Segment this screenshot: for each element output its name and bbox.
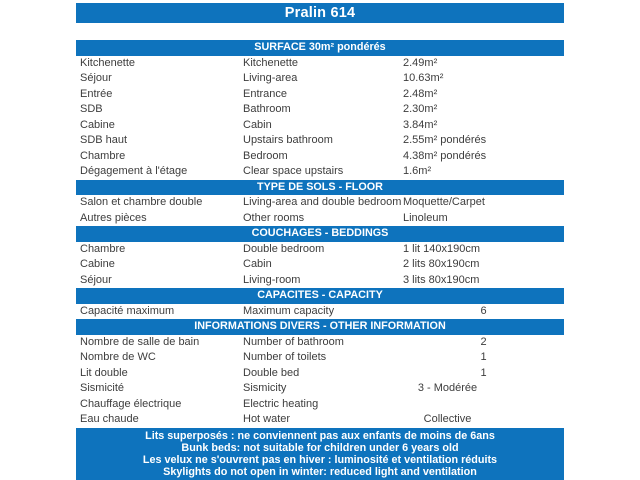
value: 2.55m² pondérés <box>403 134 487 146</box>
value: 1 <box>480 351 487 363</box>
table-row <box>76 133 564 149</box>
label-en: Living-area and double bedroom <box>243 196 402 208</box>
label-fr: Salon et chambre double <box>80 196 203 208</box>
section-rows <box>76 195 564 226</box>
label-fr: Lit double <box>80 366 128 379</box>
label-fr: SDB <box>80 103 103 115</box>
label-fr: Nombre de salle de bain <box>80 335 200 348</box>
label-en: Sismicity <box>243 382 287 394</box>
table-row <box>76 118 564 134</box>
section <box>76 40 564 180</box>
table-row <box>76 56 564 72</box>
label-en: Maximum capacity <box>243 304 335 317</box>
footer-note-line: Les velux ne s'ouvrent pas en hiver : luminosité et ventilation réduits <box>142 454 498 467</box>
section-header: COUCHAGES - BEDDINGS <box>76 226 564 242</box>
document-body <box>76 3 564 480</box>
label-fr: Chambre <box>80 242 126 255</box>
label-en: Hot water <box>243 413 291 425</box>
value: 1 <box>480 366 487 379</box>
label-en: Kitchenette <box>243 56 299 69</box>
footer-note-line: Lits superposés : ne conviennent pas aux enfants de moins de 6ans <box>145 429 495 442</box>
table-row <box>76 71 564 87</box>
label-en: Double bed <box>243 366 300 379</box>
label-fr: Capacité maximum <box>80 304 175 317</box>
table-row <box>76 87 564 103</box>
section-rows <box>76 242 564 289</box>
label-en: Entrance <box>243 87 288 100</box>
value: 2 <box>480 335 487 348</box>
value <box>403 397 564 413</box>
label-fr: SDB haut <box>80 134 128 146</box>
label-fr: Cabine <box>80 118 115 131</box>
table-row <box>76 195 564 211</box>
value: Collective <box>423 413 472 425</box>
table-row <box>76 366 564 382</box>
table-row <box>76 381 564 397</box>
label-en: Upstairs bathroom <box>243 134 333 146</box>
label-fr: Nombre de WC <box>80 351 156 363</box>
value: 2.48m² <box>403 87 438 100</box>
value: 2.30m² <box>403 103 438 115</box>
value: 3 - Modérée <box>417 382 478 394</box>
table-row <box>76 149 564 165</box>
footer-note-line: Skylights do not open in winter: reduced light and ventilation <box>163 466 477 479</box>
label-en: Bedroom <box>243 149 288 162</box>
value: 4.38m² pondérés <box>403 149 487 162</box>
label-en: Cabin <box>243 118 272 131</box>
table-row <box>76 335 564 351</box>
value: 2 lits 80x190cm <box>403 258 480 270</box>
page-title: Pralin 614 <box>76 3 564 23</box>
label-fr: Entrée <box>80 87 113 100</box>
table-row <box>76 304 564 320</box>
label-fr: Cabine <box>80 258 115 270</box>
footer-note-line: Bunk beds: not suitable for children under 6 years old <box>181 441 459 454</box>
value: 3.84m² <box>403 118 438 131</box>
label-fr: Eau chaude <box>80 413 139 425</box>
label-fr: Sismicité <box>80 382 125 394</box>
label-en: Number of toilets <box>243 351 327 363</box>
label-en: Living-area <box>243 72 298 84</box>
sections <box>76 40 564 428</box>
label-en: Cabin <box>243 258 272 270</box>
label-fr: Chauffage électrique <box>80 397 182 410</box>
value: 10.63m² <box>403 72 444 84</box>
label-en: Bathroom <box>243 103 291 115</box>
label-fr: Séjour <box>80 72 112 84</box>
label-en: Double bedroom <box>243 242 325 255</box>
table-row <box>76 350 564 366</box>
label-en: Electric heating <box>243 397 319 410</box>
value: Moquette/Carpet <box>403 196 485 208</box>
section-header: TYPE DE SOLS - FLOOR <box>76 180 564 196</box>
section-rows <box>76 335 564 428</box>
value: 3 lits 80x190cm <box>403 273 480 286</box>
value: 1.6m² <box>403 165 432 177</box>
section-header: CAPACITES - CAPACITY <box>76 288 564 304</box>
label-fr: Kitchenette <box>80 56 136 69</box>
table-row <box>76 211 564 227</box>
label-fr: Séjour <box>80 273 112 286</box>
section-header: SURFACE 30m² pondérés <box>76 40 564 56</box>
label-en: Living-room <box>243 273 301 286</box>
label-fr: Dégagement à l'étage <box>80 165 188 177</box>
section <box>76 288 564 319</box>
table-row <box>76 412 564 428</box>
table-row <box>76 273 564 289</box>
label-en: Number of bathroom <box>243 335 344 348</box>
footer-notes <box>76 428 564 480</box>
label-en: Clear space upstairs <box>243 165 344 177</box>
table-row <box>76 242 564 258</box>
table-row <box>76 164 564 180</box>
label-fr: Chambre <box>80 149 126 162</box>
section-rows <box>76 304 564 320</box>
table-row <box>76 102 564 118</box>
section <box>76 180 564 227</box>
table-row <box>76 257 564 273</box>
label-fr: Autres pièces <box>80 211 147 224</box>
section <box>76 226 564 288</box>
value: 1 lit 140x190cm <box>403 242 481 255</box>
table-row <box>76 397 564 413</box>
section-rows <box>76 56 564 180</box>
value: 6 <box>480 304 487 317</box>
label-en: Other rooms <box>243 211 305 224</box>
section <box>76 319 564 428</box>
value: Linoleum <box>403 211 448 224</box>
value: 2.49m² <box>403 56 438 69</box>
section-header: INFORMATIONS DIVERS - OTHER INFORMATION <box>76 319 564 335</box>
